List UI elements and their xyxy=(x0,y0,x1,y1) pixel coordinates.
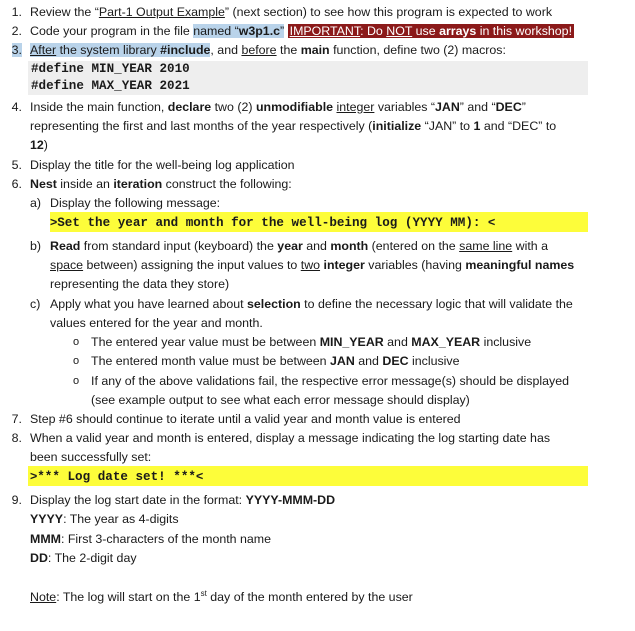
bullet-icon: o xyxy=(72,336,80,348)
item-9-number: 9. xyxy=(11,493,22,507)
item-6-number: 6. xyxy=(11,177,22,191)
date-format: YYYY-MMM-DD xyxy=(245,493,336,507)
file-name-highlight: named “w3p1.c” xyxy=(193,24,285,38)
bullet-icon: o xyxy=(72,355,80,367)
important-warning: IMPORTANT: Do NOT use arrays in this workshop! xyxy=(289,24,573,38)
item-3-number: 3. xyxy=(11,43,22,57)
log-date-set-code: >*** Log date set! ***< xyxy=(30,469,204,484)
bullet-icon: o xyxy=(72,375,80,387)
item-5-number: 5. xyxy=(11,158,22,172)
macro-max-year: #define MAX_YEAR 2021 xyxy=(31,79,190,93)
item-1-number: 1. xyxy=(11,5,22,19)
prompt-message-code: >Set the year and month for the well-being log (YYYY MM): < xyxy=(50,215,496,230)
note-label: Note xyxy=(30,590,57,604)
item-4-number: 4. xyxy=(11,100,22,114)
item-7-number: 7. xyxy=(11,412,22,426)
file-name: w3p1.c xyxy=(238,24,281,38)
item-8-number: 8. xyxy=(11,431,22,445)
part1-output-example-link[interactable]: Part-1 Output Example xyxy=(98,5,225,19)
instructions-document: 1. Review the “Part-1 Output Example” (next section) to see how this program is expected to work 2. Code your program in the file named “w3p1.c” IMPORTANT: Do NOT use arrays in this workshop! 3. After the system library #include, and before the main function, define two (2) macros: #define MIN_YEAR 2010 #define MAX_YEAR 2021 4. Inside the main function, declare two (2) unmodifiable integer variables “JAN” and “DEC” representing the first and last months of the year respectively (initialize “JAN” to 1 and “DEC” to 12) 5. Display the title for the well-being log application 6. Nest inside an iteration construct the following: a) Display the following message: >Set the year and month for the well-being log (YYYY MM): < b) Read from standard input (keyboard) the year and month (entered on the same line with a space between) assigning the input values to two integer variables (having meaningful names representing the data they store) c) Apply what you have learned about selection to define the necessary logic that will validate the values entered for the year and month. o The entered year value must be between MIN_YEAR and MAX_YEAR inclusive o The entered month value must be between JAN and DEC inclusive o If any of the above validations fail, the respective error message(s) should be displayed (see example output to see what each error message should display) 7. Step #6 should continue to iterate until a valid year and month value is entered 8. When a valid year and month is entered, display a message indicating the log starting date has been successfully set: >*** Log date set! ***< 9. Display the log start date in the format: YYYY-MMM-DD YYYY: The year as 4-digits MMM: First 3-characters of the month name DD: The 2-digit day Note: The log will start on the 1st day of the month entered by the user xyxy=(0,0,635,631)
item-2-number: 2. xyxy=(11,24,22,38)
macro-min-year: #define MIN_YEAR 2010 xyxy=(31,62,190,76)
after-include-highlight: After the system library #include xyxy=(30,43,211,57)
